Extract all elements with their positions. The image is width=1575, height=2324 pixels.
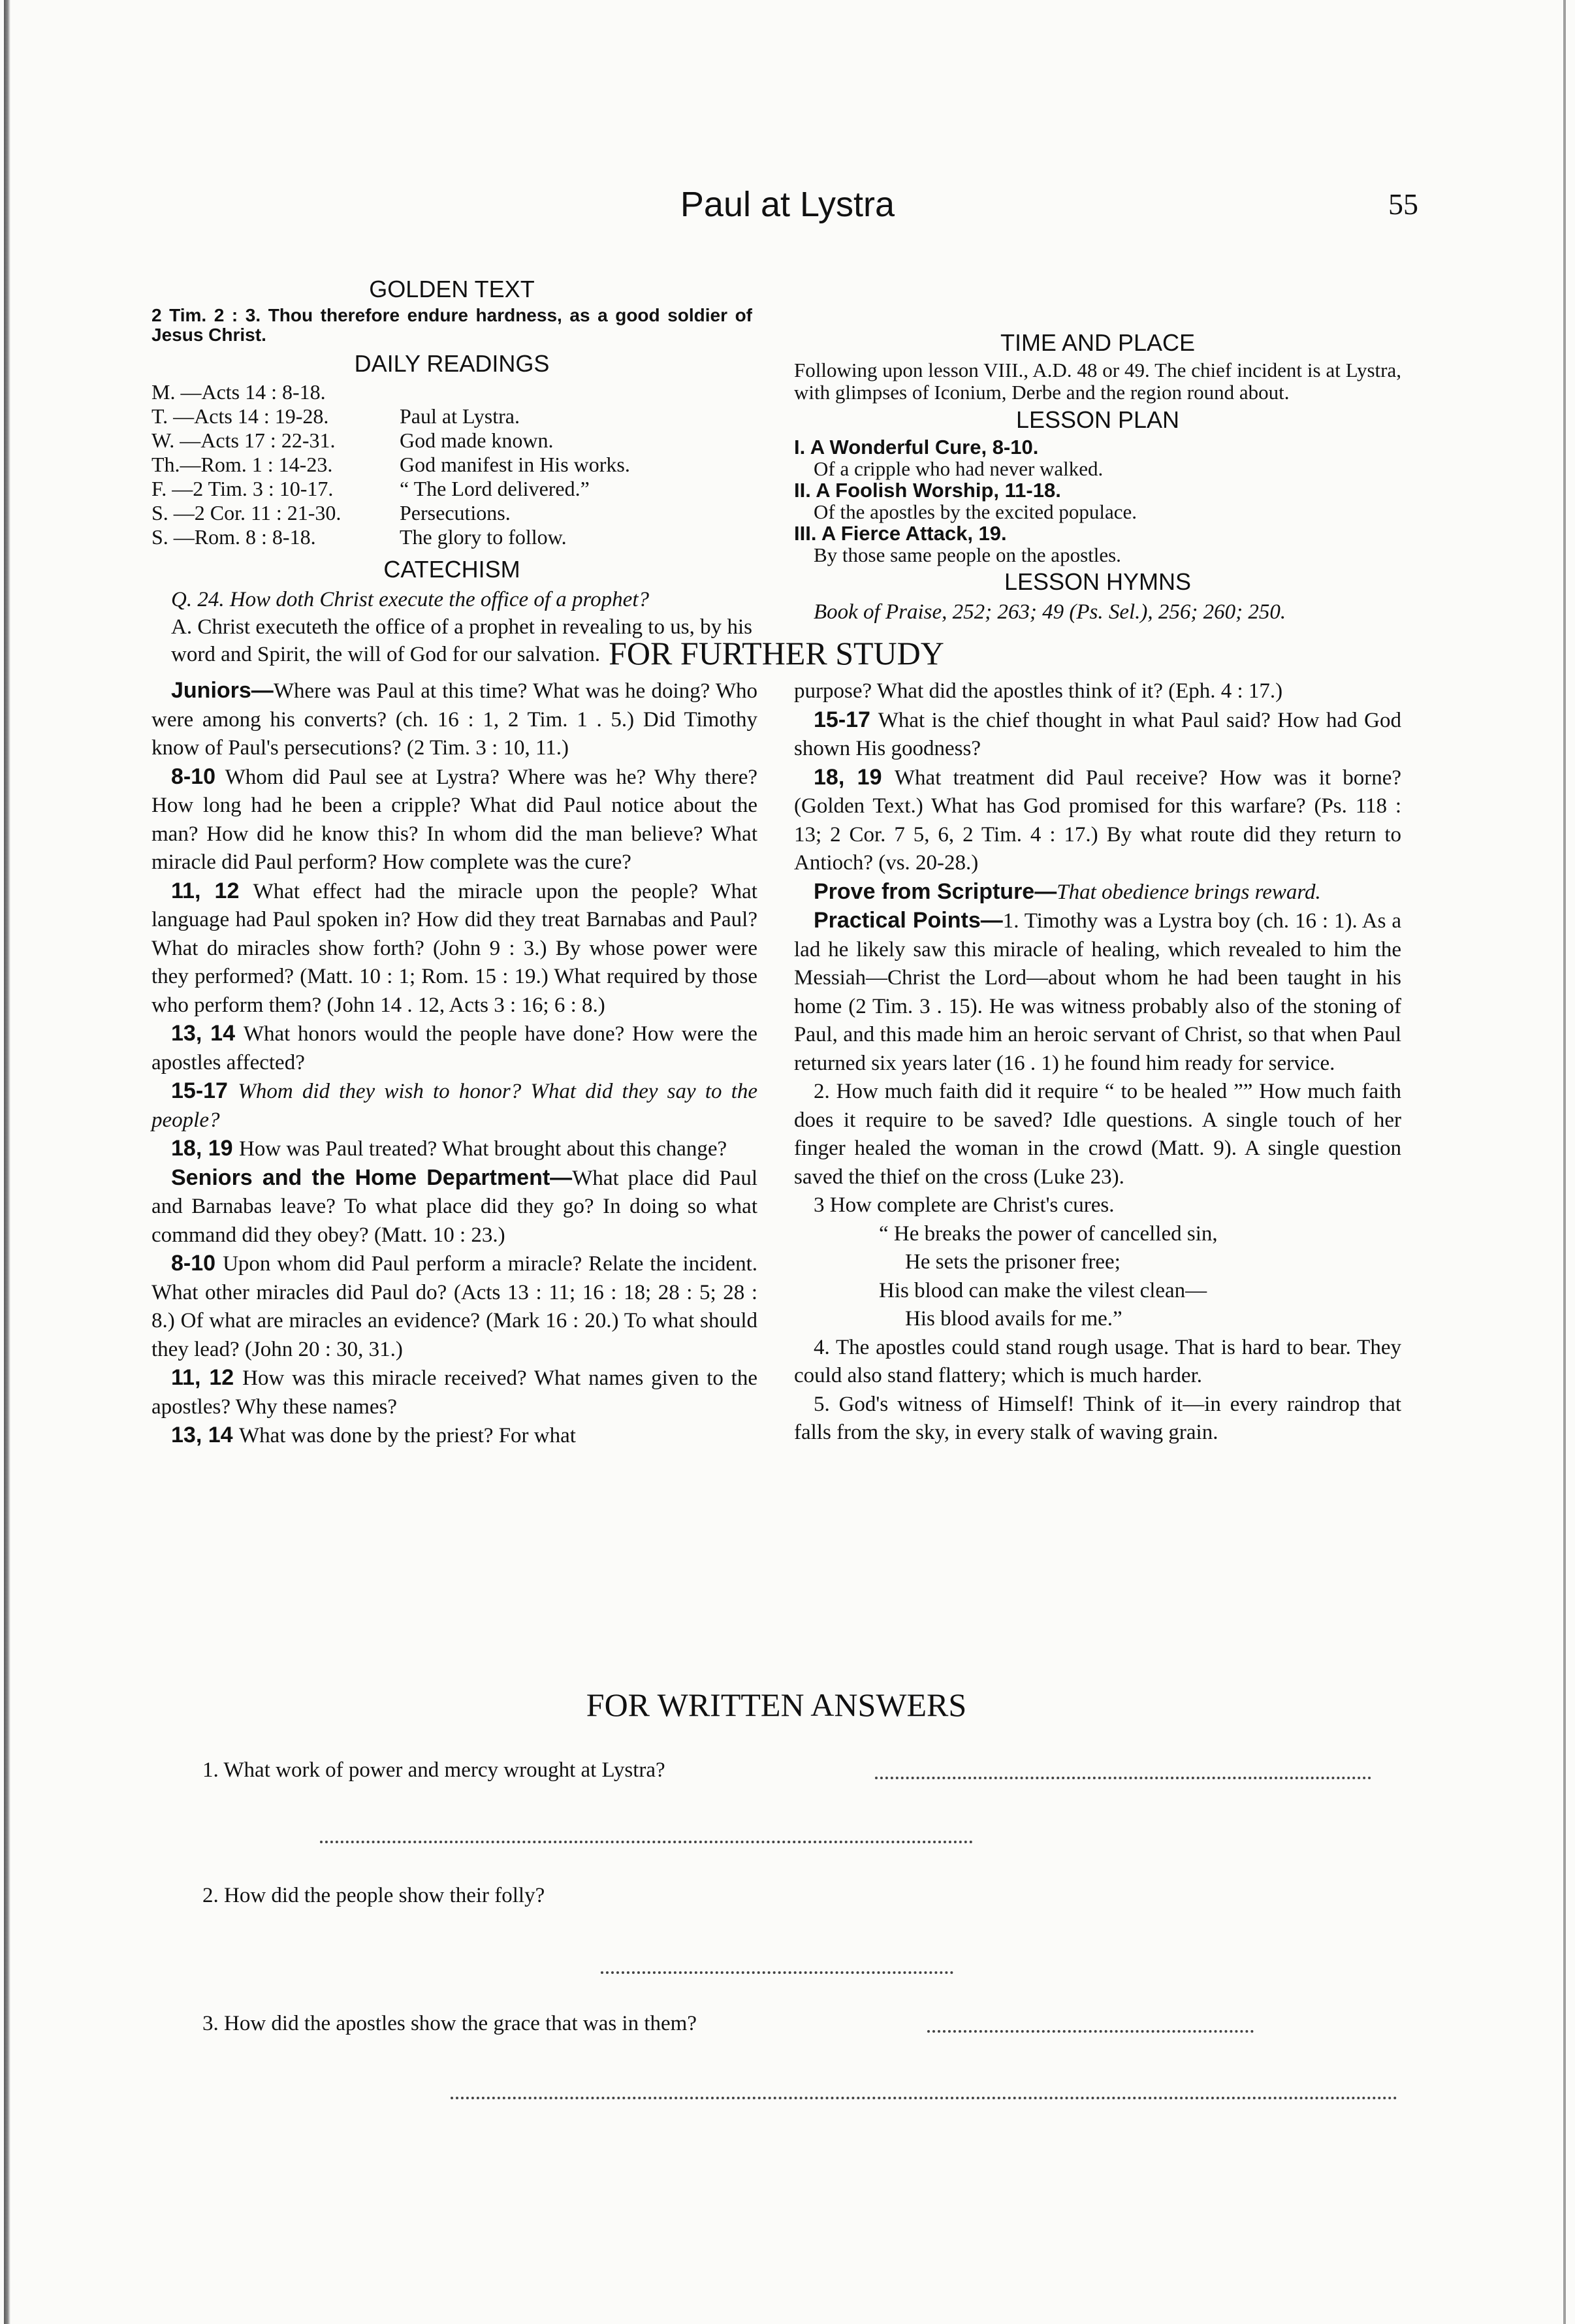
answer-line[interactable] bbox=[601, 1971, 953, 1974]
lesson-plan-heading: LESSON PLAN bbox=[1015, 406, 1180, 433]
lesson-plan-item: II. A Foolish Worship, 11-18. Of the apostles by the excited populace. bbox=[794, 479, 1137, 523]
hymn-quote: “ He breaks the power of cancelled sin, He sets the prisoner free; His blood can make the vilest clean— His blood avails for me.” bbox=[879, 1221, 1218, 1331]
practical-point: 2. How much faith did it require “ to be healed ”” How much faith does it require to be saved? Idle questions. A single touch of her finger healed the woman in the crowd (Matt. 9). A single question saved the thief on the cross (Luke 23). bbox=[794, 1080, 1401, 1189]
study-paragraph: 13, 14 What honors would the people have done? How were the apostles affected? bbox=[151, 1021, 757, 1074]
reading-row: S. —Rom. 8 : 8-18. The glory to follow. bbox=[151, 525, 567, 549]
time-and-place-text: Following upon lesson VIII., A.D. 48 or 49. The chief incident is at Lystra, with glimpses of Iconium, Derbe and the region round about. bbox=[794, 359, 1401, 404]
catechism-answer: A. Christ executeth the office of a prophet in revealing to us, by his word and Spirit, the will of God for our salvation. bbox=[171, 615, 752, 666]
answer-line[interactable] bbox=[875, 1777, 1371, 1779]
reading-row: Th.—Rom. 1 : 14-23. God manifest in His works. bbox=[151, 453, 630, 476]
study-paragraph: 15-17 What is the chief thought in what Paul said? How had God shown His goodness? bbox=[794, 707, 1401, 760]
study-paragraph: Seniors and the Home Department—What place did Paul and Barnabas leave? To what place did they go? In doing so what command did they obey? (Matt. 10 : 23.) bbox=[151, 1165, 757, 1247]
page-header bbox=[0, 184, 1575, 236]
further-study-heading: FOR FURTHER STUDY bbox=[609, 635, 944, 671]
page-edge-shadow bbox=[4, 0, 10, 2324]
reading-row: T. —Acts 14 : 19-28. Paul at Lystra. bbox=[151, 404, 520, 428]
prove-from-scripture: Prove from Scripture—That obedience brings reward. bbox=[814, 879, 1321, 904]
study-paragraph: 8-10 Whom did Paul see at Lystra? Where was he? Why there? How long had he been a cripple? What did Paul notice about the man? How did he know this? In whom did the man believe? What miracle did Paul perform? How complete was the cure? bbox=[151, 764, 757, 874]
lesson-hymns-text: Book of Praise, 252; 263; 49 (Ps. Sel.), 256; 260; 250. bbox=[814, 600, 1286, 624]
study-paragraph: 15-17 Whom did they wish to honor? What did they say to the people? bbox=[151, 1078, 758, 1132]
page-edge-line bbox=[1563, 0, 1566, 2324]
further-study-heading-wrap bbox=[151, 632, 1401, 674]
golden-text: 2 Tim. 2 : 3. Thou therefore endure hardness, as a good soldier of Jesus Christ. bbox=[151, 305, 752, 345]
catechism-heading: CATECHISM bbox=[383, 556, 520, 583]
study-paragraph: 8-10 Upon whom did Paul perform a miracle? Relate the incident. What other miracles did Paul do? (Acts 13 : 11; 16 : 18; 28 : 5; 28 : 8.) Of what are miracles an evidence? (Mark 16 : 20.) To what should they lead? (John 20 : 30, 31.) bbox=[151, 1251, 757, 1361]
golden-text-heading: GOLDEN TEXT bbox=[369, 276, 535, 302]
study-paragraph: 18, 19 What treatment did Paul receive? How was it borne? (Golden Text.) What has God promised for this warfare? (Ps. 118 : 13; 2 Cor. 7 5, 6, 2 Tim. 4 : 17.) By what route did they return to Antioch? (vs. 20-28.) bbox=[794, 764, 1401, 875]
practical-point: Practical Points—1. Timothy was a Lystra boy (ch. 16 : 1). As a lad he likely saw this miracle of healing, which revealed to him the Messiah—Christ the Lord—about whom he had been taught in his home (2 Tim. 3 . 15). He was witness probably also of the stoning of Paul, and this made him an heroic servant of Christ, so that when Paul returned six years later (16 . 1) he found him ready for service. bbox=[794, 908, 1401, 1075]
practical-point: 4. The apostles could stand rough usage. That is hard to bear. They could also stand flattery; which is much harder. bbox=[794, 1335, 1401, 1387]
answer-line[interactable] bbox=[320, 1841, 973, 1843]
left-top-column bbox=[151, 273, 752, 668]
practical-point: 3 How complete are Christ's cures. bbox=[814, 1193, 1115, 1217]
time-and-place-heading: TIME AND PLACE bbox=[1000, 329, 1196, 356]
study-paragraph: 13, 14 What was done by the priest? For what bbox=[171, 1423, 576, 1447]
written-question: 1. What work of power and mercy wrought at Lystra? bbox=[202, 1758, 665, 1782]
study-paragraph: purpose? What did the apostles think of it? (Eph. 4 : 17.) bbox=[794, 679, 1283, 703]
written-question: 2. How did the people show their folly? bbox=[202, 1884, 545, 1907]
page-number: 55 bbox=[1388, 187, 1418, 221]
study-paragraph: 11, 12 What effect had the miracle upon the people? What language had Paul spoken in? How did they treat Barnabas and Paul? What do miracles show forth? (John 9 : 3.) By whose power were they performed? (Matt. 10 : 1; Rom. 15 : 19.) What required by those who perform them? (John 14 . 12, Acts 3 : 16; 6 : 8.) bbox=[151, 878, 757, 1017]
right-top-column bbox=[794, 273, 1401, 626]
written-question: 3. How did the apostles show the grace that was in them? bbox=[202, 2012, 697, 2035]
study-paragraph: Juniors—Where was Paul at this time? What was he doing? Who were among his converts? (ch. 16 : 1, 2 Tim. 1 . 5.) Did Timothy know of Paul's persecutions? (2 Tim. 3 : 10, 11.) bbox=[151, 678, 757, 760]
answer-line[interactable] bbox=[927, 2030, 1254, 2033]
catechism-question: Q. 24. How doth Christ execute the office of a prophet? bbox=[171, 588, 649, 611]
daily-readings-heading: DAILY READINGS bbox=[354, 350, 550, 377]
reading-row: M. —Acts 14 : 8-18. bbox=[151, 380, 326, 404]
answer-line[interactable] bbox=[451, 2097, 1397, 2099]
further-study-left bbox=[151, 677, 757, 1451]
daily-readings-table bbox=[151, 380, 752, 549]
practical-point: 5. God's witness of Himself! Think of it—in every raindrop that falls from the sky, in every stalk of waving grain. bbox=[794, 1392, 1401, 1444]
study-paragraph: 11, 12 How was this miracle received? What names given to the apostles? Why these names? bbox=[151, 1365, 757, 1419]
running-title: Paul at Lystra bbox=[680, 185, 895, 224]
further-study-right bbox=[794, 677, 1401, 1447]
reading-row: F. —2 Tim. 3 : 10-17. “ The Lord delivered.” bbox=[151, 477, 590, 500]
written-answers-heading-wrap bbox=[151, 1684, 1401, 1726]
reading-row: S. —2 Cor. 11 : 21-30. Persecutions. bbox=[151, 501, 511, 525]
lesson-hymns-heading: LESSON HYMNS bbox=[1004, 568, 1192, 595]
lesson-plan-item: I. A Wonderful Cure, 8-10. Of a cripple who had never walked. bbox=[794, 436, 1104, 480]
written-answers-heading: FOR WRITTEN ANSWERS bbox=[586, 1687, 967, 1723]
study-paragraph: 18, 19 How was Paul treated? What brought about this change? bbox=[171, 1136, 727, 1161]
reading-row: W. —Acts 17 : 22-31. God made known. bbox=[151, 428, 554, 452]
lesson-plan-item: III. A Fierce Attack, 19. By those same people on the apostles. bbox=[794, 522, 1121, 566]
